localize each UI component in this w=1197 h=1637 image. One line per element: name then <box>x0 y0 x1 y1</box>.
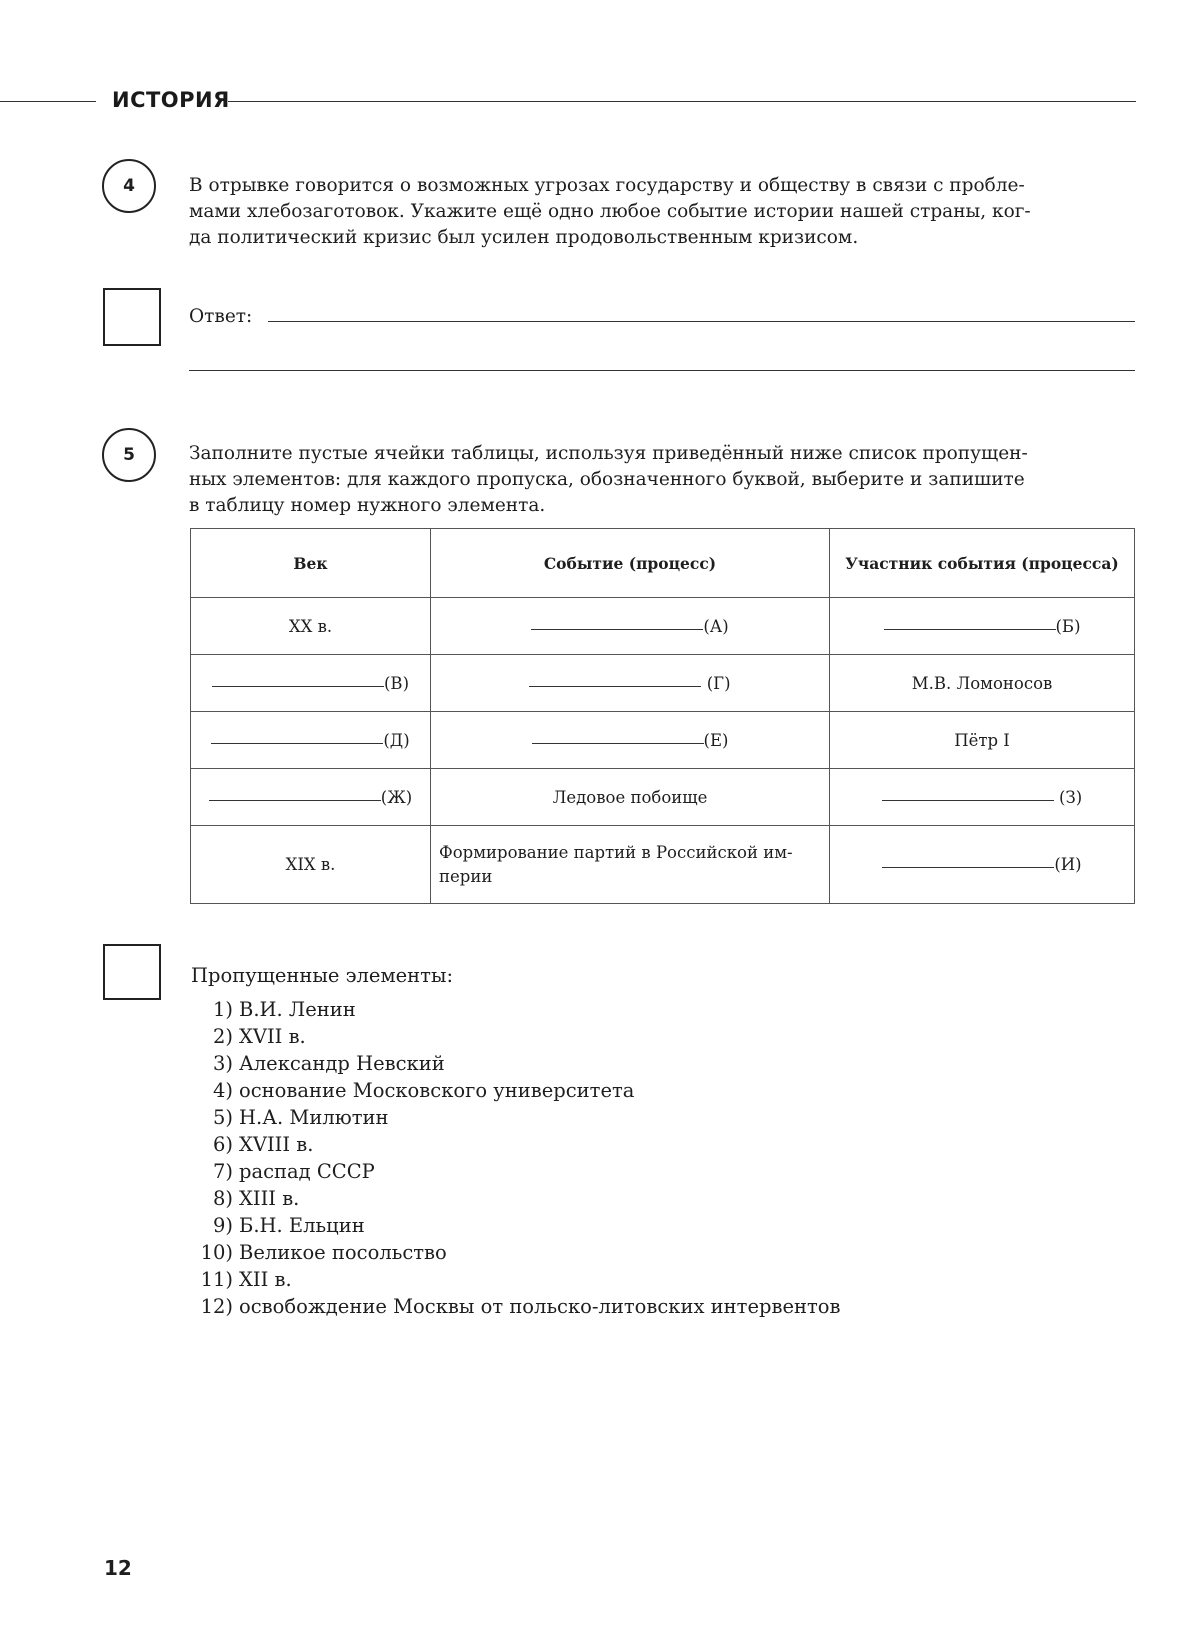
section-title: ИСТОРИЯ <box>112 88 230 112</box>
option-text: XII в. <box>239 1268 292 1291</box>
header-rule-left <box>0 101 96 102</box>
cell-participant-blank-b[interactable] <box>830 598 1135 655</box>
option-number: 11) <box>200 1268 233 1291</box>
list-item <box>191 1077 841 1104</box>
task-5-number: 5 <box>102 428 156 482</box>
header-event: Событие (процесс) <box>431 529 830 598</box>
header-rule-right <box>228 101 1136 102</box>
task-5-line-2: ных элементов: для каждого пропуска, обозначенного буквой, выберите и запишите <box>189 469 1025 490</box>
task-5-line-1: Заполните пустые ячейки таблицы, используя приведённый ниже список пропущен- <box>189 443 1028 464</box>
list-item <box>191 1131 841 1158</box>
list-item <box>191 1239 841 1266</box>
option-number: 8) <box>212 1187 233 1210</box>
option-number: 7) <box>212 1160 233 1183</box>
table-row <box>191 655 1135 712</box>
header-century: Век <box>191 529 431 598</box>
answer-label: Ответ: <box>189 306 253 327</box>
cell-event-blank-a[interactable] <box>431 598 830 655</box>
task-4-text <box>189 173 1031 251</box>
page-number: 12 <box>104 1556 132 1580</box>
table-header-row <box>191 529 1135 598</box>
option-number: 4) <box>212 1079 233 1102</box>
cell-participant: М.В. Ломоносов <box>830 655 1135 712</box>
cell-event-blank-g[interactable] <box>431 655 830 712</box>
answer-line-1[interactable] <box>268 321 1135 322</box>
list-item <box>191 1104 841 1131</box>
header-participant: Участник события (процесса) <box>830 529 1135 598</box>
table-row <box>191 598 1135 655</box>
cell-event-line-2: перии <box>439 866 493 886</box>
option-text: В.И. Ленин <box>239 998 356 1021</box>
option-number: 2) <box>212 1025 233 1048</box>
blank-label: (Б) <box>1055 616 1081 636</box>
list-item <box>191 1293 841 1320</box>
option-text: основание Московского университета <box>239 1079 635 1102</box>
list-item <box>191 996 841 1023</box>
cell-participant: Пётр I <box>830 712 1135 769</box>
cell-event-line-1: Формирование партий в Российской им- <box>439 842 793 862</box>
cell-century: XIX в. <box>191 826 431 904</box>
cell-century-blank-v[interactable] <box>191 655 431 712</box>
task-4-line-2: мами хлебозаготовок. Укажите ещё одно любое событие истории нашей страны, ког- <box>189 201 1031 222</box>
option-text: освобождение Москвы от польско-литовских интервентов <box>239 1295 841 1318</box>
table-row <box>191 826 1135 904</box>
option-number: 3) <box>212 1052 233 1075</box>
blank-label: (А) <box>703 616 729 636</box>
blank-label: (В) <box>384 673 409 693</box>
blank-label: (Е) <box>703 730 729 750</box>
task-5-line-3: в таблицу номер нужного элемента. <box>189 495 546 516</box>
option-number: 12) <box>200 1295 233 1318</box>
cell-participant-blank-z[interactable] <box>830 769 1135 826</box>
blank-label: (З) <box>1053 787 1083 807</box>
task-4-answer-box[interactable] <box>103 288 161 346</box>
list-item <box>191 1185 841 1212</box>
option-number: 1) <box>212 998 233 1021</box>
blank-label: (И) <box>1054 855 1082 874</box>
task-4-number: 4 <box>102 159 156 213</box>
blank-label: (Ж) <box>380 787 413 807</box>
option-text: XIII в. <box>239 1187 300 1210</box>
task-5-text <box>189 441 1028 519</box>
options-title: Пропущенные элементы: <box>191 964 454 987</box>
blank-label: (Д) <box>383 730 410 750</box>
option-text: XVIII в. <box>239 1133 314 1156</box>
cell-event <box>431 826 830 904</box>
list-item <box>191 1050 841 1077</box>
option-text: распад СССР <box>239 1160 375 1183</box>
task-4-line-3: да политический кризис был усилен продовольственным кризисом. <box>189 227 859 248</box>
option-number: 6) <box>212 1133 233 1156</box>
option-number: 9) <box>212 1214 233 1237</box>
options-list <box>191 996 841 1320</box>
cell-century: XX в. <box>191 598 431 655</box>
table-row <box>191 769 1135 826</box>
list-item <box>191 1212 841 1239</box>
cell-century-blank-d[interactable] <box>191 712 431 769</box>
list-item <box>191 1158 841 1185</box>
list-item <box>191 1023 841 1050</box>
list-item <box>191 1266 841 1293</box>
option-text: XVII в. <box>239 1025 306 1048</box>
task-5-answer-box[interactable] <box>103 944 161 1000</box>
option-text: Б.Н. Ельцин <box>239 1214 365 1237</box>
option-text: Н.А. Милютин <box>239 1106 389 1129</box>
answer-line-2[interactable] <box>189 370 1135 371</box>
cell-participant-blank-i[interactable] <box>830 826 1135 904</box>
option-text: Александр Невский <box>239 1052 445 1075</box>
task-4-line-1: В отрывке говорится о возможных угрозах государству и обществу в связи с пробле- <box>189 175 1025 196</box>
option-number: 5) <box>212 1106 233 1129</box>
task-5-table <box>190 528 1135 904</box>
option-number: 10) <box>200 1241 233 1264</box>
blank-label: (Г) <box>701 673 731 693</box>
table-row <box>191 712 1135 769</box>
cell-century-blank-zh[interactable] <box>191 769 431 826</box>
option-text: Великое посольство <box>239 1241 447 1264</box>
cell-event-blank-e[interactable] <box>431 712 830 769</box>
cell-event: Ледовое побоище <box>431 769 830 826</box>
